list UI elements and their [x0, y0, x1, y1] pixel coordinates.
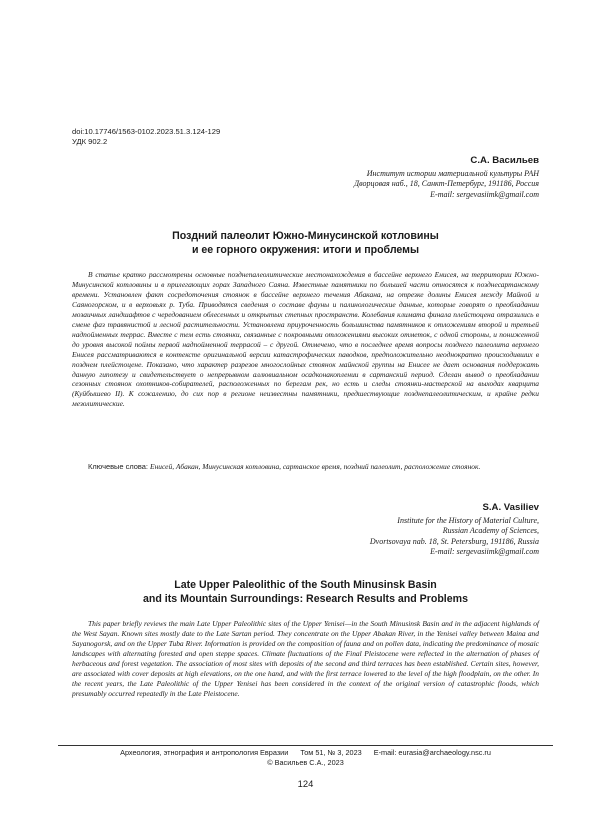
doi-text: doi:10.17746/1563-0102.2023.51.3.124-129 [72, 127, 221, 136]
journal-email: E-mail: eurasia@archaeology.nsc.ru [373, 748, 491, 757]
page-number: 124 [297, 778, 314, 789]
udc-text: УДК 902.2 [72, 136, 108, 146]
article-title-en [72, 578, 539, 606]
page-footer [0, 748, 611, 767]
affiliation-line: Дворцовая наб., 18, Санкт-Петербург, 191186, Россия [354, 179, 539, 189]
affiliation-line: Dvortsovaya nab. 18, St. Petersburg, 191186, Russia [369, 536, 539, 546]
article-title-ru [72, 229, 539, 257]
keywords [72, 462, 539, 472]
abstract-ru: В статье кратко рассмотрены основные позднепалеолитические местонахождения в бассейне верхнего Енисея, на территории Южно-Минусинской котловины и в прилегающих горах Западного Саяна. Известные памятники по большей части относятся к позднесартанскому времени. Установлен факт сосредоточения стоянок в бассейне верхнего течения Абакана, на отрезке долины Енисея между Майной и Саяногорском, и в верховьях р. Туба. Приводятся сведения о составе фауны и палинологические данные, которые говорят о преобладании мозаичных ландшафтов с чередованием облесенных и открытых степных пространств. Колебания климата финала плейстоцена отразились в смене фаз травянистой и лесной растительности. Установлена приуроченность большинства памятников к отложениям второй и третьей надпойменных террас. Вместе с тем есть стоянки, связанные с покровными отложениями высоких отметок, с одной стороны, и пониженной до уровня высокой поймы первой надпойменной террасой – с другой. Отмечено, что в последнее время вопросы позднего палеолита верхнего Енисея рассматриваются в контексте оригинальной версии катастрофических паводков, предположительно неоднократно происходивших в позднем плейстоцене. Показано, что характер разрезов многослойных стоянок майнской группы на Енисее не дает основания поддержать данную гипотезу и свидетельствует о непрерывном аллювиальном осадконакоплении в сартанский период. Сделан вывод о преобладании сезонных стоянок охотников-собирателей, расположенных по берегам рек, но есть и следы стоянки-мастерской на выходах кварцита (Куйбышево II). К сожалению, до сих пор в регионе неизвестны памятники, предшествующие позднепалеолитическим, и крайне редки мезолитические. [72, 270, 539, 409]
affiliation-email: E-mail: sergevasiimk@gmail.com [430, 189, 539, 199]
title-line: и ее горного окружения: итоги и проблемы [191, 244, 420, 256]
title-line: Поздний палеолит Южно-Минусинской котловины [172, 230, 439, 242]
author-block-ru [354, 155, 539, 200]
footer-journal-line [0, 748, 611, 758]
journal-name: Археология, этнография и антропология Евразии [120, 748, 289, 757]
title-line: and its Mountain Surroundings: Research Results and Problems [143, 593, 468, 605]
abstract-en: This paper briefly reviews the main Late Upper Paleolithic sites of the Upper Yenisei—in the South Minusinsk Basin and in the adjacent highlands of the West Sayan. Known sites mostly date to the Late Sartan period. They concentrate on the Upper Abakan River, in the Yenisei valley between Maina and Sayanogorsk, and on the Upper Tuba River. Information is provided on the composition of fauna and on pollen data, indicating the predominance of mosaic landscapes with alternating forested and open steppe spaces. Climate fluctuations of the Final Pleistocene were reflected in the alternation of phases of herbaceous and forest vegetation. The association of most sites with deposits of the second and third terraces has been established. Certain sites, however, are associated with cover deposits at high elevations, on the one hand, and with the first terrace lowered to the level of the high floodplain, on the other. In the recent years, the Late Paleolithic of the Upper Yenisei has been considered in the context of the original version of catastrophic floods, which presumably occurred repeatedly in the Late Pleistocene. [72, 619, 539, 698]
keywords-text: Енисей, Абакан, Минусинская котловина, сартанское время, поздний палеолит, расположение стоянок. [150, 462, 481, 471]
title-line: Late Upper Paleolithic of the South Minusinsk Basin [174, 579, 437, 591]
affiliation-line: Institute for the History of Material Culture, [397, 516, 539, 525]
keywords-label: Ключевые слова: [88, 462, 148, 471]
affiliation-line: Институт истории материальной культуры РАН [366, 169, 539, 178]
copyright-text: © Васильев С.А., 2023 [267, 757, 344, 767]
affiliation-email: E-mail: sergevasiimk@gmail.com [430, 547, 539, 557]
journal-volume: Том 51, № 3, 2023 [300, 748, 362, 757]
author-block-en [370, 502, 539, 558]
author-name-ru: С.А. Васильев [470, 155, 539, 166]
article-meta [72, 127, 220, 146]
affiliation-line: Russian Academy of Sciences, [442, 526, 539, 536]
author-name-en: S.A. Vasiliev [482, 502, 539, 513]
footer-divider [58, 745, 553, 746]
